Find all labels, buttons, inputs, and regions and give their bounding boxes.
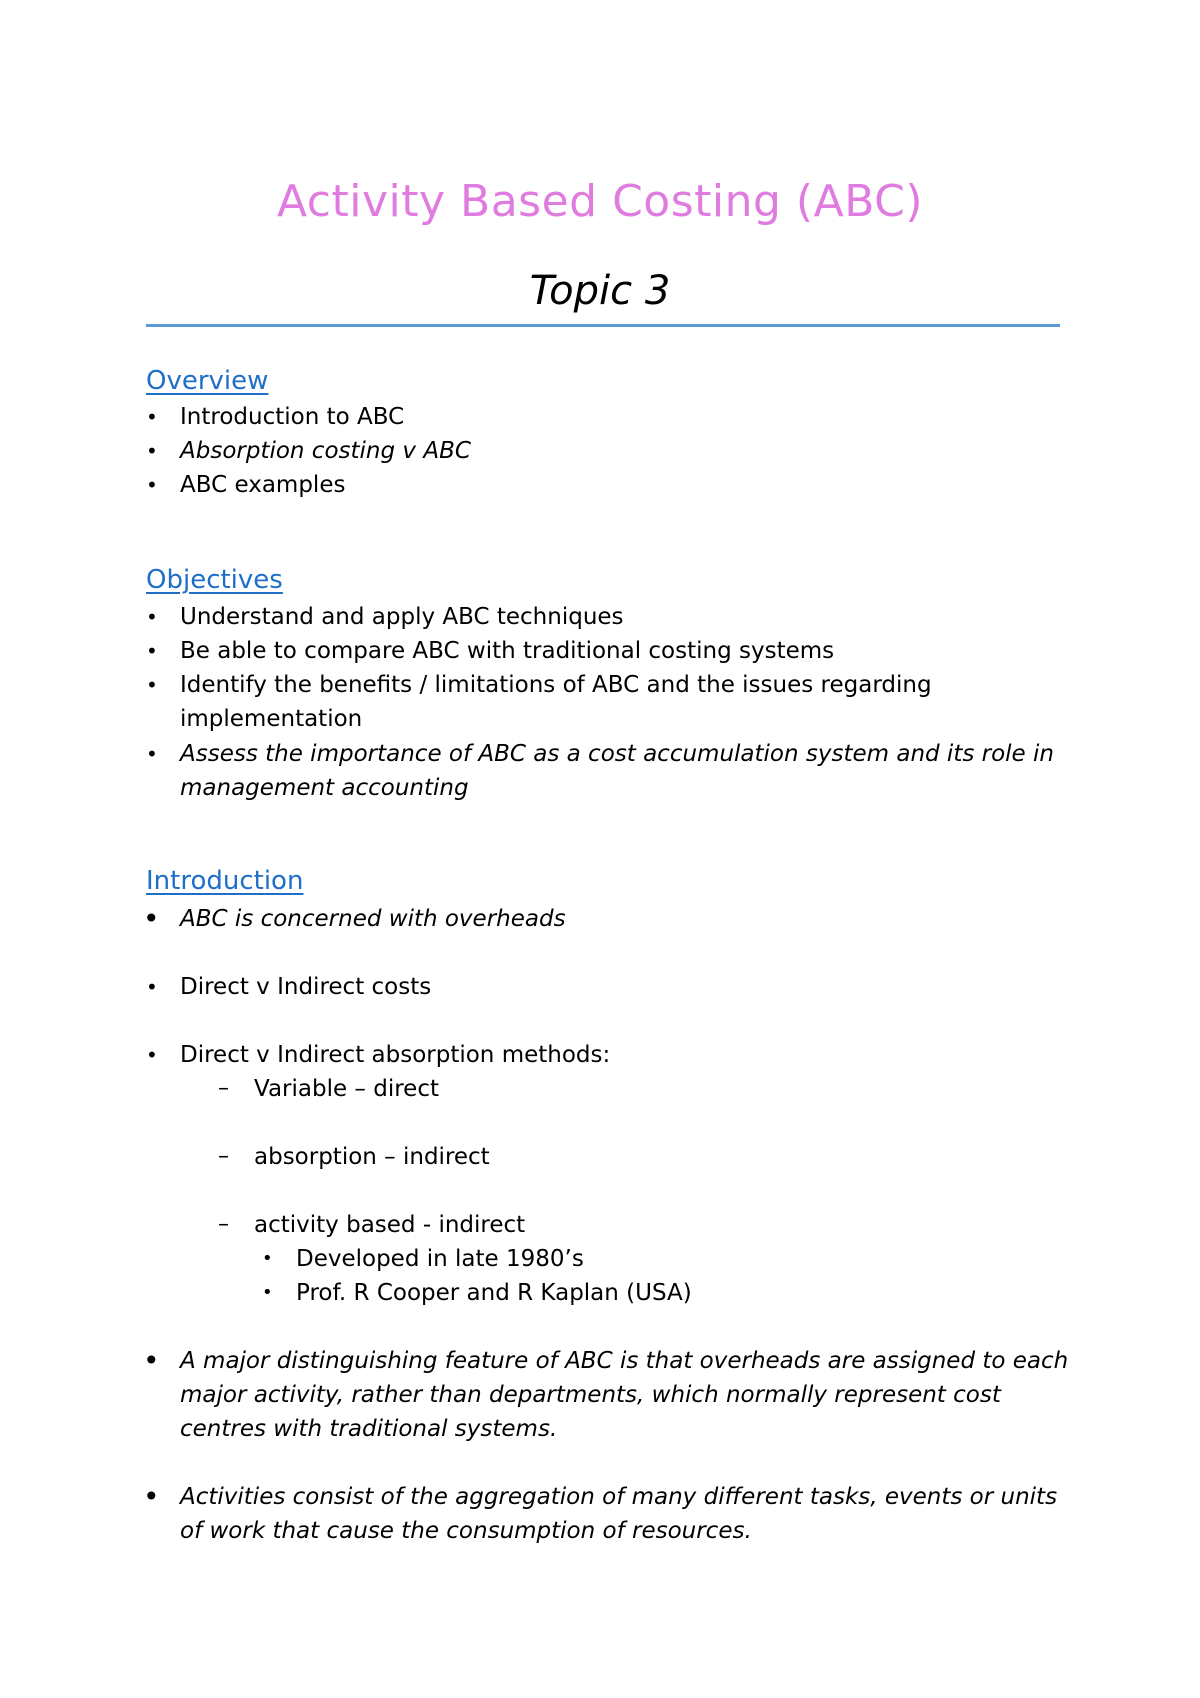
bullet-icon: •: [146, 639, 158, 663]
objectives-item: Assess the importance of ABC as a cost accumulation system and its role in management accounting: [180, 741, 1054, 801]
introduction-paragraph: A major distinguishing feature of ABC is that overheads are assigned to each major activity, rather than departments, which normally represent cost centres with traditional systems.: [180, 1348, 1069, 1442]
abc-note-item: Developed in late 1980’s: [296, 1246, 584, 1272]
bullet-icon: •: [146, 473, 158, 497]
abc-note-item: Prof. R Cooper and R Kaplan (USA): [296, 1280, 692, 1306]
introduction-item: ABC is concerned with overheads: [180, 906, 566, 932]
bullet-icon: •: [146, 439, 158, 463]
overview-item: Absorption costing v ABC: [180, 438, 471, 464]
method-item: Variable – direct: [254, 1076, 439, 1102]
dash-icon: –: [218, 1144, 229, 1169]
introduction-item: Direct v Indirect absorption methods:: [180, 1042, 611, 1068]
document-subtitle: Topic 3: [529, 268, 671, 314]
objectives-heading: Objectives: [146, 565, 283, 595]
method-item: activity based - indirect: [254, 1212, 526, 1238]
bullet-icon: •: [143, 902, 160, 935]
introduction-paragraph: Activities consist of the aggregation of many different tasks, events or units of work that cause the consumption of resources.: [180, 1484, 1058, 1544]
objectives-item: Be able to compare ABC with traditional costing systems: [180, 638, 835, 664]
dash-icon: –: [218, 1076, 229, 1101]
bullet-icon: •: [146, 405, 158, 429]
objectives-item: Understand and apply ABC techniques: [180, 604, 624, 630]
bullet-icon: •: [146, 673, 158, 697]
objectives-item: Identify the benefits / limitations of ABC and the issues regarding implementation: [180, 672, 932, 732]
bullet-icon: •: [262, 1248, 273, 1269]
bullet-icon: •: [146, 742, 158, 766]
bullet-icon: •: [143, 1480, 160, 1513]
method-item: absorption – indirect: [254, 1144, 490, 1170]
bullet-icon: •: [146, 975, 158, 999]
dash-icon: –: [218, 1212, 229, 1237]
document-title: Activity Based Costing (ABC): [276, 176, 923, 227]
bullet-icon: •: [262, 1282, 273, 1303]
introduction-heading: Introduction: [146, 866, 304, 896]
overview-heading: Overview: [146, 366, 269, 396]
introduction-item: Direct v Indirect costs: [180, 974, 432, 1000]
overview-item: ABC examples: [180, 472, 346, 498]
bullet-icon: •: [143, 1344, 160, 1377]
title-rule: [146, 324, 1060, 327]
bullet-icon: •: [146, 1043, 158, 1067]
bullet-icon: •: [146, 605, 158, 629]
overview-item: Introduction to ABC: [180, 404, 405, 430]
